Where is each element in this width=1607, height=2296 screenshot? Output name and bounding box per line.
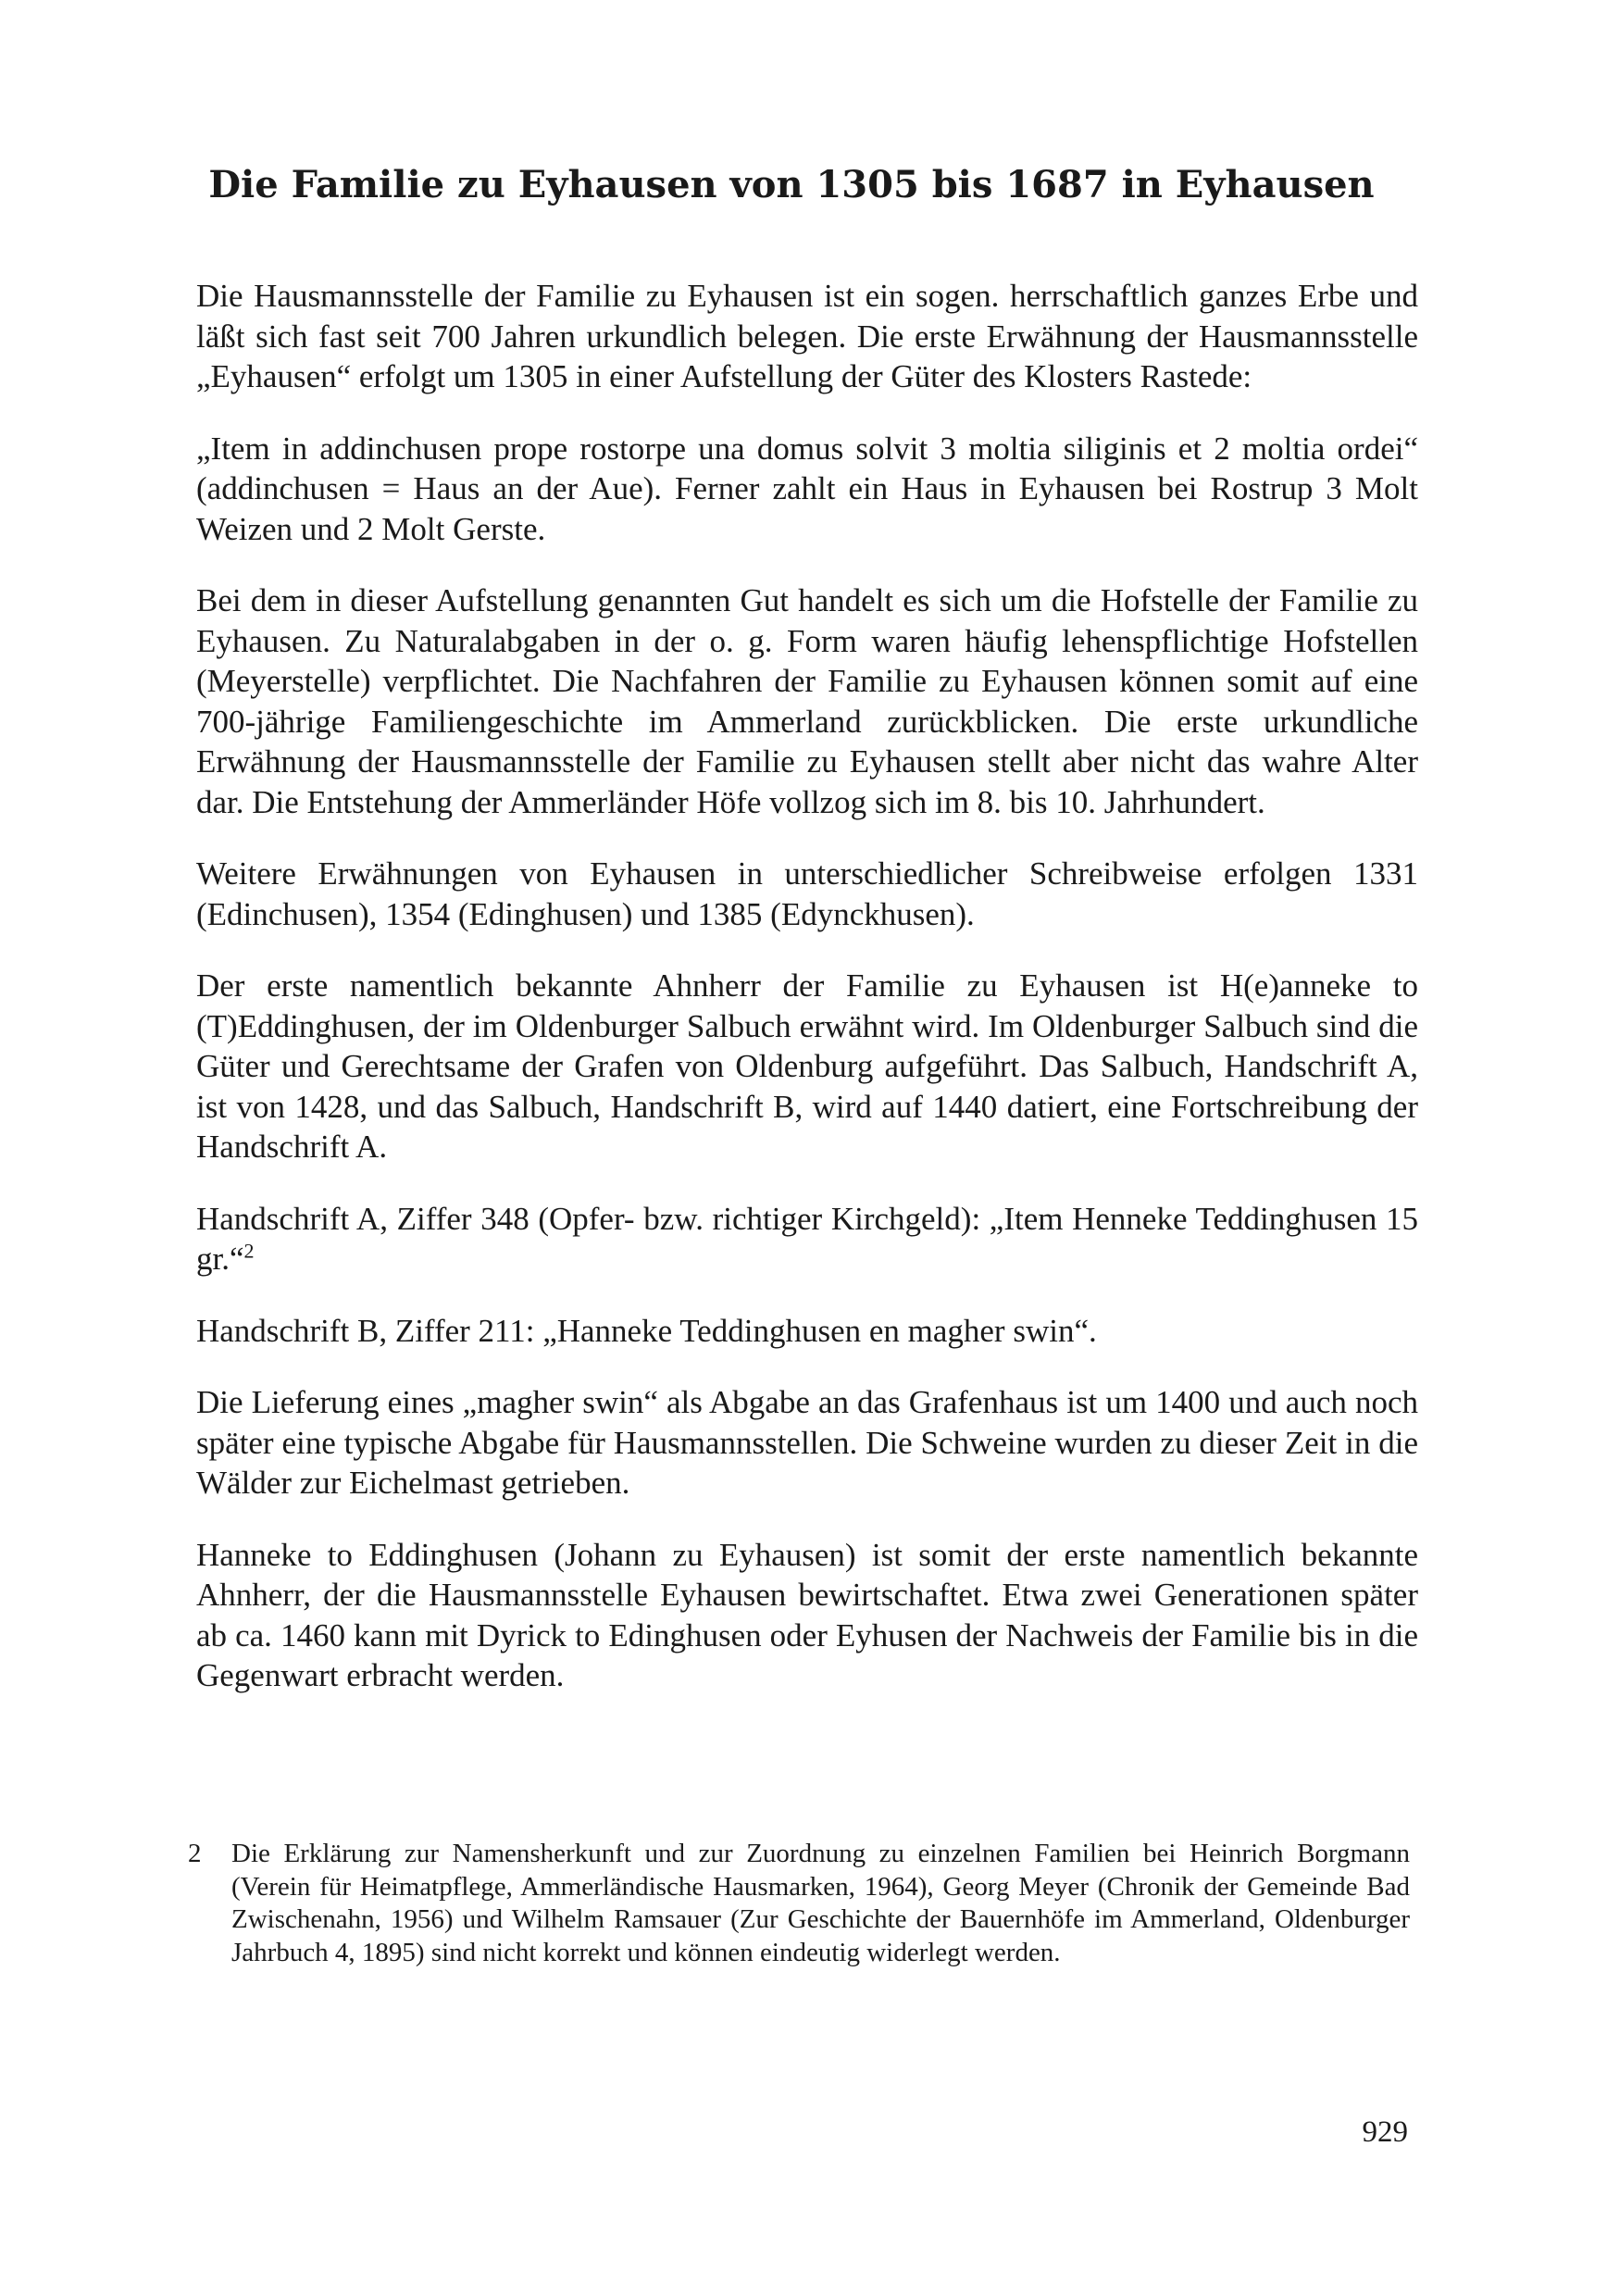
footnote — [188, 1838, 1410, 1969]
paragraph-4: Weitere Erwähnungen von Eyhausen in unterschiedlicher Schreibweise erfolgen 1331 (Edinchusen), 1354 (Edinghusen) und 1385 (Edynckhusen). — [196, 855, 1418, 932]
footnote-number: 2 — [188, 1839, 202, 1868]
footnote-reference[interactable]: 2 — [243, 1239, 255, 1263]
body-text — [196, 276, 1418, 1728]
paragraph-2: „Item in addinchusen prope rostorpe una domus solvit 3 moltia siliginis et 2 moltia ordei“ (addinchusen = Haus an der Aue). Ferner zahlt ein Haus in Eyhausen bei Rostrup 3 Molt Weizen und 2 Molt Gerste. — [196, 430, 1418, 547]
paragraph-8: Die Lieferung eines „magher swin“ als Abgabe an das Grafenhaus ist um 1400 und auch noch später eine typische Abgabe für Hausmannsstellen. Die Schweine wurden zu dieser Zeit in die Wälder zur Eichelmast getrieben. — [196, 1384, 1418, 1501]
paragraph-7: Handschrift B, Ziffer 211: „Hanneke Teddinghusen en magher swin“. — [196, 1312, 1097, 1349]
footnote-text: Die Erklärung zur Namensherkunft und zur Zuordnung zu einzelnen Familien bei Heinrich Borgmann (Verein für Heimatpflege, Ammerländische Hausmarken, 1964), Georg Meyer (Chronik der Gemeinde Bad Zwischenahn, 1956) und Wilhelm Ramsauer (Zur Geschichte der Bauernhöfe im Ammerland, Oldenburger Jahrbuch 4, 1895) sind nicht korrekt und können eindeutig widerlegt werden. — [231, 1839, 1410, 1967]
page-title: Die Familie zu Eyhausen von 1305 bis 1687 in Eyhausen — [208, 163, 1375, 206]
paragraph-6 — [196, 1199, 1418, 1279]
paragraph-6-text: Handschrift A, Ziffer 348 (Opfer- bzw. richtiger Kirchgeld): „Item Henneke Teddinghusen 15 gr.“ — [196, 1200, 1418, 1277]
paragraph-1: Die Hausmannsstelle der Familie zu Eyhausen ist ein sogen. herrschaftlich ganzes Erbe und läßt sich fast seit 700 Jahren urkundlich belegen. Die erste Erwähnung der Hausmannsstelle „Eyhausen“ erfolgt um 1305 in einer Aufstellung der Güter des Klosters Rastede: — [196, 278, 1418, 394]
page-number: 929 — [1362, 2115, 1408, 2149]
paragraph-5: Der erste namentlich bekannte Ahnherr der Familie zu Eyhausen ist H(e)anneke to (T)Eddinghusen, der im Oldenburger Salbuch erwähnt wird. Im Oldenburger Salbuch sind die Güter und Gerechtsame der Grafen von Oldenburg aufgeführt. Das Salbuch, Handschrift A, ist von 1428, und das Salbuch, Handschrift B, wird auf 1440 datiert, eine Fortschreibung der Handschrift A. — [196, 967, 1418, 1165]
paragraph-3: Bei dem in dieser Aufstellung genannten Gut handelt es sich um die Hofstelle der Familie zu Eyhausen. Zu Naturalabgaben in der o. g. Form waren häufig lehenspflichtige Hofstellen (Meyerstelle) verpflichtet. Die Nachfahren der Familie zu Eyhausen können somit auf eine 700-jährige Familiengeschichte im Ammerland zurückblicken. Die erste urkundliche Erwähnung der Hausmannsstelle der Familie zu Eyhausen stellt aber nicht das wahre Alter dar. Die Entstehung der Ammerländer Höfe vollzog sich im 8. bis 10. Jahrhundert. — [196, 582, 1418, 820]
paragraph-9: Hanneke to Eddinghusen (Johann zu Eyhausen) ist somit der erste namentlich bekannte Ahnherr, der die Hausmannsstelle Eyhausen bewirtschaftet. Etwa zwei Generationen später ab ca. 1460 kann mit Dyrick to Edinghusen oder Eyhusen der Nachweis der Familie bis in die Gegenwart erbracht werden. — [196, 1536, 1418, 1693]
